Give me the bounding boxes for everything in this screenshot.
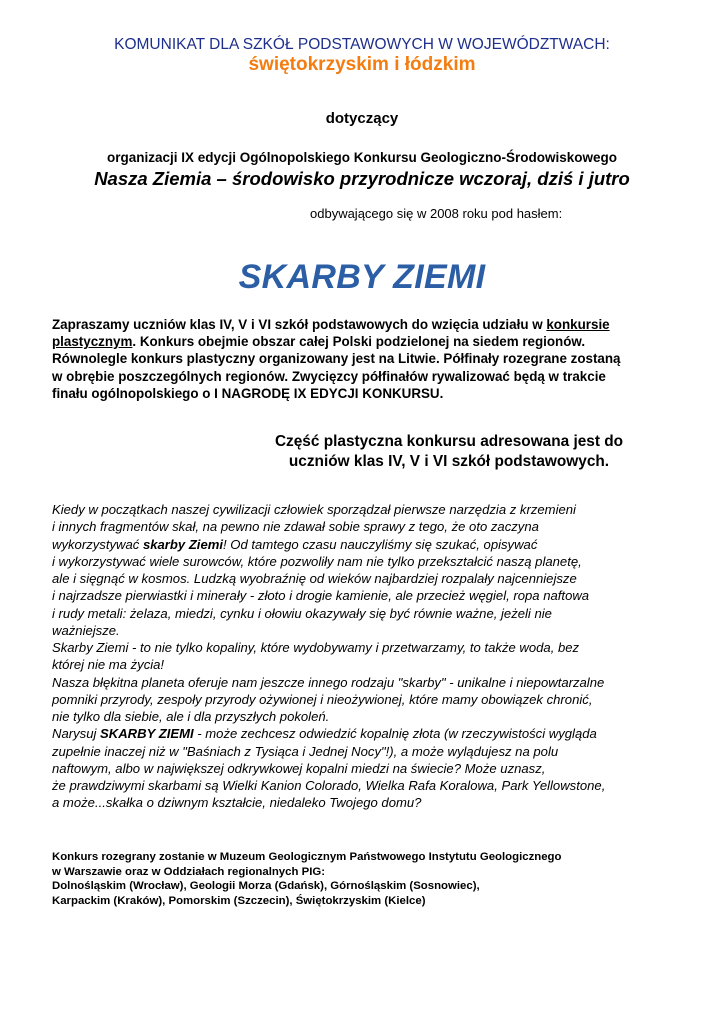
story-line: ważniejsze. xyxy=(52,622,120,638)
skarby-ziemi-emphasis: skarby Ziemi xyxy=(142,536,224,552)
story-paragraph xyxy=(52,501,692,812)
story-line: i wykorzystywać wiele surowców, które pozwoliły nam nie tylko przekształcić naszą planetę, xyxy=(52,553,582,569)
venue-info xyxy=(52,850,692,908)
regions-title: świętokrzyskim i łódzkim xyxy=(248,54,476,75)
story-line: Nasza błękitna planeta oferuje nam jeszcze innego rodzaju "skarby" - unikalne i niepowtarzalne xyxy=(52,674,605,690)
intro-line-2: plastycznym. Konkurs obejmie obszar całej Polski podzielonej na siedem regionów. xyxy=(52,334,586,350)
plastic-note-line-2: uczniów klas IV, V i VI szkół podstawowych. xyxy=(288,453,610,470)
story-line: Narysuj SKARBY ZIEMI - może zechcesz odwiedzić kopalnię złota (w rzeczywistości wygląda xyxy=(52,726,597,742)
contest-name: Nasza Ziemia – środowisko przyrodnicze wczoraj, dziś i jutro xyxy=(94,168,630,189)
contest-link-part-2: plastycznym xyxy=(52,334,133,350)
venue-line-4: Karpackim (Kraków), Pomorskim (Szczecin), Świętokrzyskim (Kielce) xyxy=(52,894,426,907)
announcement-title: KOMUNIKAT DLA SZKÓŁ PODSTAWOWYCH W WOJEWÓDZTWACH: xyxy=(114,36,610,53)
plastic-note-line-1: Część plastyczna konkursu adresowana jest do xyxy=(274,433,624,450)
intro-line-5: finału ogólnopolskiego o I NAGRODĘ IX EDYCJI KONKURSU. xyxy=(52,385,444,401)
motto-intro: odbywającego się w 2008 roku pod hasłem: xyxy=(310,206,563,221)
story-line: i innych fragmentów skał, na pewno nie zdawał sobie sprawy z tego, że oto zaczyna xyxy=(52,519,539,535)
story-line: zupełnie inaczej niż w "Baśniach z Tysiąca i Jednej Nocy"!), a może wylądujesz na polu xyxy=(52,743,559,759)
skarby-ziemi-emphasis: SKARBY ZIEMI xyxy=(100,726,194,742)
story-line: ale i sięgnąć w kosmos. Ludzką wyobraźnię od wieków najbardziej rozpalały najcenniejsze xyxy=(52,571,577,586)
story-line: i rudy metali: żelaza, miedzi, cynku i ołowiu okazywały się być równie ważne, jeżeli nie xyxy=(52,605,552,621)
story-line: Kiedy w początkach naszej cywilizacji człowiek sporządzał pierwsze narzędzia z krzemieni xyxy=(52,502,576,517)
story-line: nie tylko dla siebie, ale i dla przyszłych pokoleń. xyxy=(52,709,330,724)
story-line: że prawdziwymi skarbami są Wielki Kanion Colorado, Wielka Rafa Koralowa, Park Yellowstone, xyxy=(52,778,606,793)
motto-title: SKARBY ZIEMI xyxy=(238,258,486,296)
story-line: i najrzadsze pierwiastki i minerały - złoto i drogie kamienie, ale przecież węgiel, ropa naftowa xyxy=(52,588,590,604)
story-line: a może...skałka o dziwnym kształcie, niedaleko Twojego domu? xyxy=(52,795,422,811)
intro-line-1: Zapraszamy uczniów klas IV, V i VI szkół podstawowych do wzięcia udziału w konkursie xyxy=(52,317,610,332)
story-line: której nie ma życia! xyxy=(52,657,165,673)
story-line: naftowym, albo w największej odkrywkowej kopalni miedzi na świecie? Może uznasz, xyxy=(52,760,546,776)
plastic-section-note xyxy=(232,432,666,472)
organization-line: organizacji IX edycji Ogólnopolskiego Konkursu Geologiczno-Środowiskowego xyxy=(106,150,618,165)
story-line: Skarby Ziemi - to nie tylko kopaliny, które wydobywamy i przetwarzamy, to także woda, bez xyxy=(52,640,580,655)
intro-line-3: Równolegle konkurs plastyczny organizowany jest na Litwie. Półfinały rozegrane zostaną xyxy=(52,351,621,367)
intro-paragraph xyxy=(52,316,692,402)
venue-line-2: w Warszawie oraz w Oddziałach regionalnych PIG: xyxy=(52,865,326,878)
venue-line-3: Dolnośląskim (Wrocław), Geologii Morza (Gdańsk), Górnośląskim (Sosnowiec), xyxy=(52,880,480,892)
contest-link-part-1: konkursie xyxy=(546,317,610,332)
regarding-label: dotyczący xyxy=(325,110,399,127)
intro-line-4: w obrębie poszczególnych regionów. Zwycięzcy półfinałów rywalizować będą w trakcie xyxy=(52,368,606,384)
story-line: wykorzystywać skarby Ziemi! Od tamtego czasu nauczyliśmy się szukać, opisywać xyxy=(52,536,538,552)
story-line: pomniki przyrody, zespoły przyrody ożywionej i nieożywionej, które mamy obowiązek chronić, xyxy=(52,691,593,707)
venue-line-1: Konkurs rozegrany zostanie w Muzeum Geologicznym Państwowego Instytutu Geologicznego xyxy=(52,851,562,863)
